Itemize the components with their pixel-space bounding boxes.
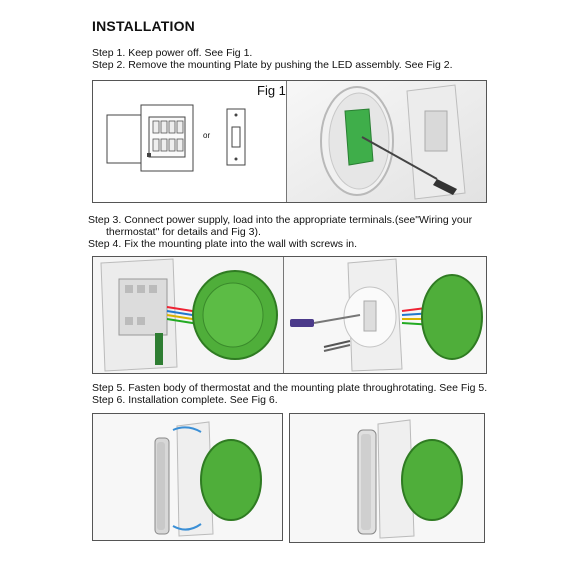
page-title: INSTALLATION — [92, 18, 195, 34]
step-5-text: Step 5. Fasten body of thermostat and the mounting plate throughrotating. See Fig 5. — [92, 382, 488, 394]
figure-row-1 — [92, 80, 487, 203]
fig-1-label: Fig 1 — [257, 83, 286, 98]
step-6-text: Step 6. Installation complete. See Fig 6. — [92, 394, 278, 406]
fig-1-switch-illustration — [103, 101, 273, 191]
step-4-text: Step 4. Fix the mounting plate into the wall with screws in. — [88, 238, 358, 250]
fig-1-or-text: or — [203, 131, 211, 140]
fig-6-complete-illustration — [290, 414, 484, 542]
fig-3-wiring-illustration — [93, 257, 283, 373]
figure-6-box — [289, 413, 485, 543]
figure-5-box — [92, 413, 283, 541]
step-2-text: Step 2. Remove the mounting Plate by pushing the LED assembly. See Fig 2. — [92, 59, 453, 71]
step-3-text-line-2: thermostat" for details and Fig 3). — [106, 226, 261, 238]
fig-2-plate-removal-illustration — [287, 81, 487, 202]
step-3-text-line-1: Step 3. Connect power supply, load into the appropriate terminals.(see"Wiring your — [88, 214, 473, 226]
fig-5-rotate-illustration — [93, 414, 282, 540]
fig-4-mounting-illustration — [284, 257, 486, 373]
figure-row-2 — [92, 256, 487, 374]
step-1-text: Step 1. Keep power off. See Fig 1. — [92, 47, 253, 59]
